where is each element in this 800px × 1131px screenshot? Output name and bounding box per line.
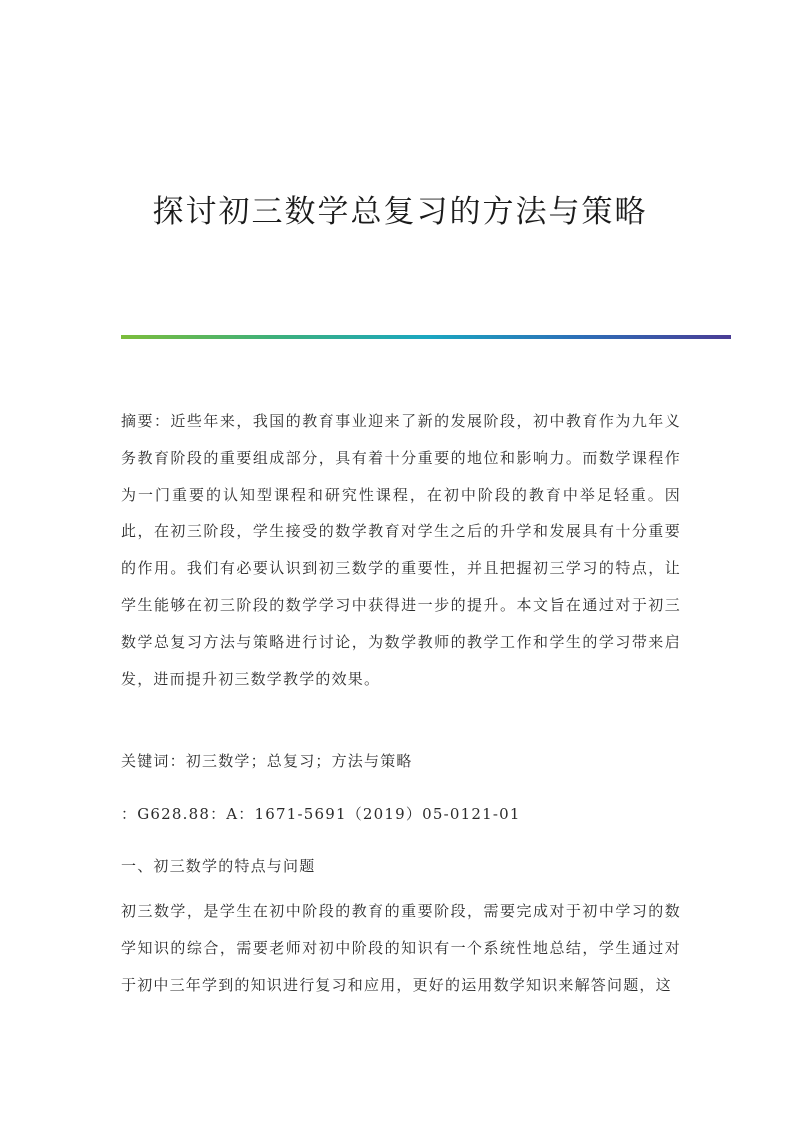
section-heading: 一、初三数学的特点与问题 [121, 857, 316, 875]
document-title: 探讨初三数学总复习的方法与策略 [152, 194, 648, 230]
title-divider [121, 335, 731, 339]
body-paragraph: 初三数学，是学生在初中阶段的教育的重要阶段，需要完成对于初中学习的数学知识的综合，需要老师对初中阶段的知识有一个系统性地总结，学生通过对于初中三年学到的知识进行复习和应用，更好的运用数学知识来解答问题，这 [121, 902, 681, 994]
keywords-line: 关键词：初三数学；总复习；方法与策略 [121, 752, 413, 770]
abstract-paragraph: 摘要：近些年来，我国的教育事业迎来了新的发展阶段，初中教育作为九年义务教育阶段的重要组成部分，具有着十分重要的地位和影响力。而数学课程作为一门重要的认知型课程和研究性课程，在初中阶段的教育中举足轻重。因此，在初三阶段，学生接受的数学教育对学生之后的升学和发展具有十分重要的作用。我们有必要认识到初三数学的重要性，并且把握初三学习的特点，让学生能够在初三阶段的数学学习中获得进一步的提升。本文旨在通过对于初三数学总复习方法与策略进行讨论，为数学教师的教学工作和学生的学习带来启发，进而提升初三数学教学的效果。 [121, 412, 681, 688]
classification-line: ：G628.88：A：1671-5691（2019）05-0121-01 [121, 805, 521, 823]
